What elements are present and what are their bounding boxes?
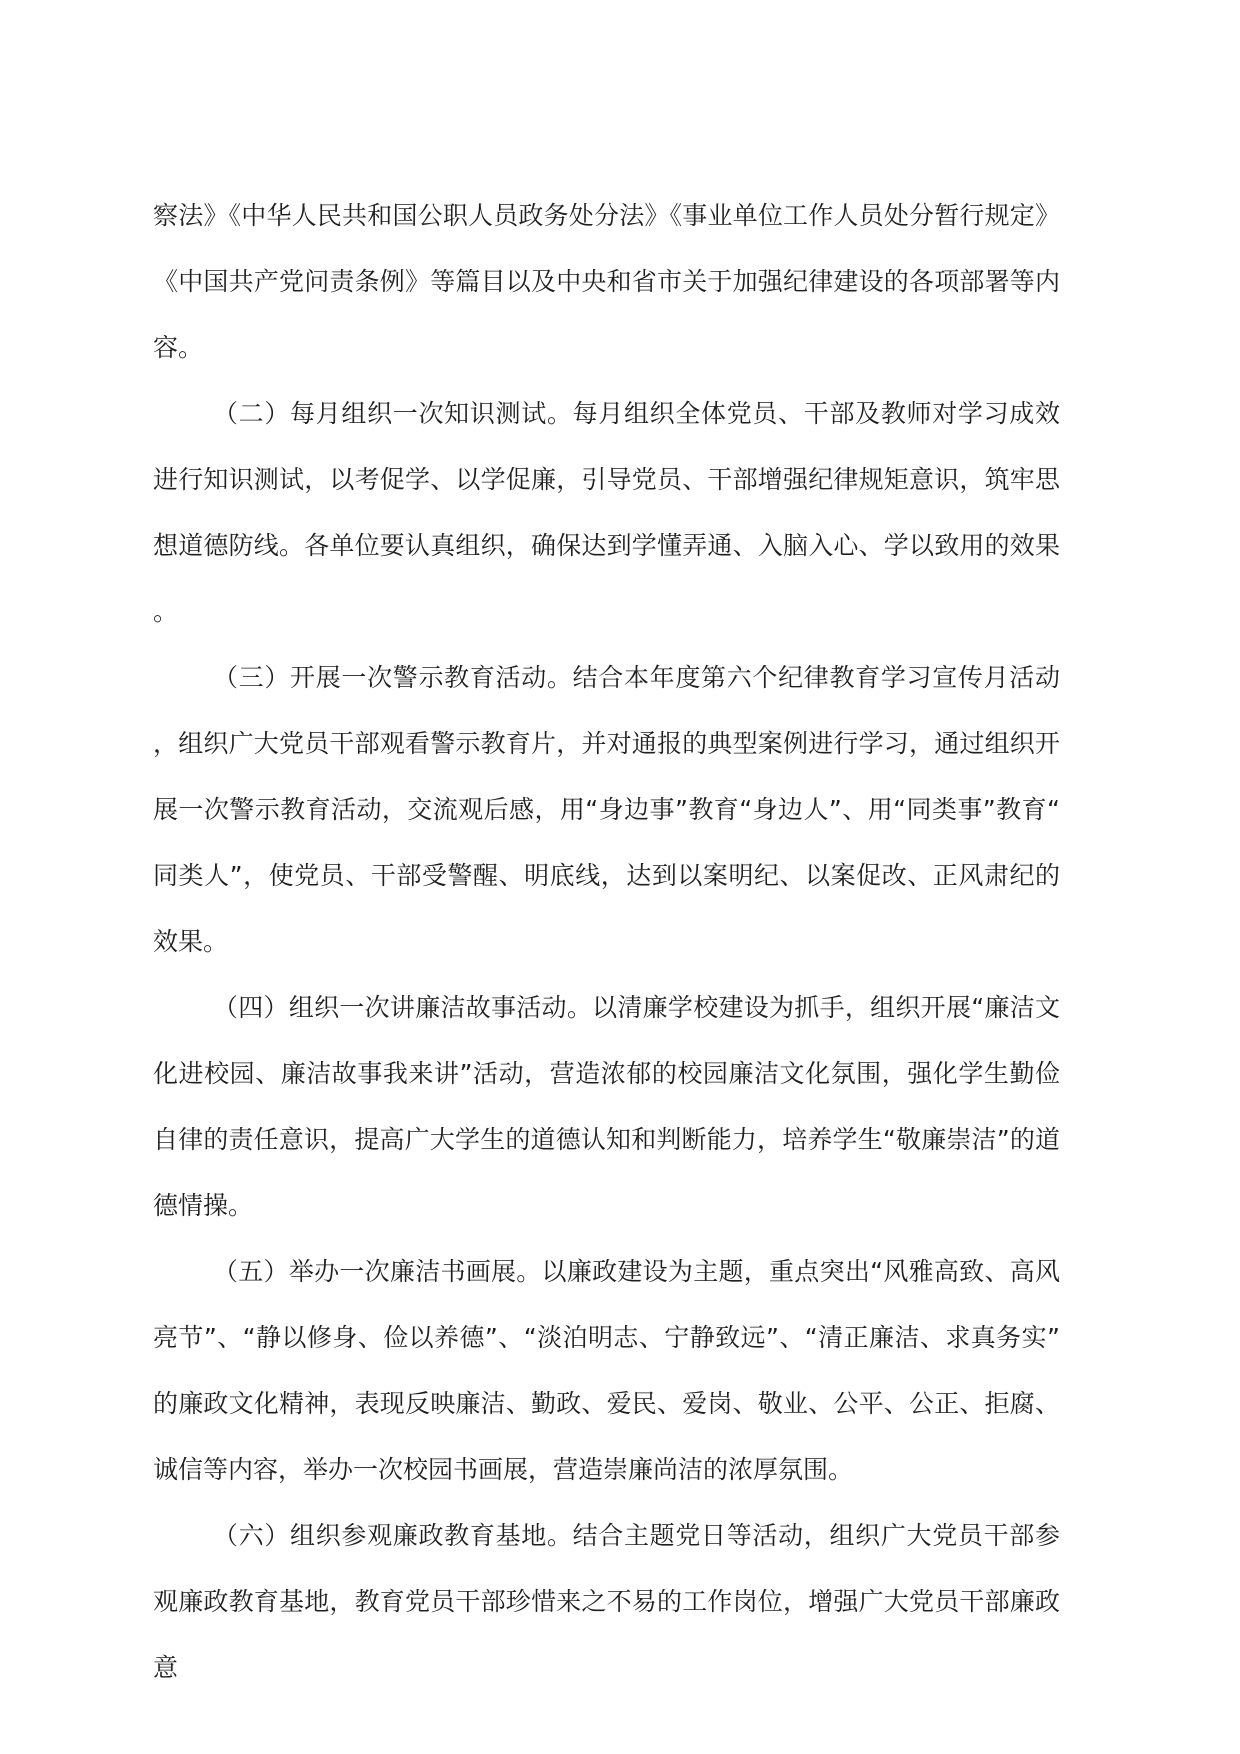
paragraph-education-base-visit: （六）组织参观廉政教育基地。结合主题党日等活动，组织广大党员干部参观廉政教育基地，教育党员干部珍惜来之不易的工作岗位，增强广大党员干部廉政意 (153, 1521, 1060, 1682)
paragraph-continuation: 察法》《中华人民共和国公职人员政务处分法》《事业单位工作人员处分暂行规定》《中国共产党问责条例》等篇目以及中央和省市关于加强纪律建设的各项部署等内容。 (153, 201, 1060, 362)
document-body (153, 183, 1060, 1701)
paragraph-integrity-stories: （四）组织一次讲廉洁故事活动。以清廉学校建设为抓手，组织开展“廉洁文化进校园、廉洁故事我来讲”活动，营造浓郁的校园廉洁文化氛围，强化学生勤俭自律的责任意识，提高广大学生的道德认知和判断能力，培养学生“敬廉崇洁”的道德情操。 (153, 993, 1060, 1220)
paragraph-warning-education: （三）开展一次警示教育活动。结合本年度第六个纪律教育学习宣传月活动，组织广大党员干部观看警示教育片，并对通报的典型案例进行学习，通过组织开展一次警示教育活动，交流观后感，用“身边事”教育“身边人”、用“同类事”教育“同类人”，使党员、干部受警醒、明底线，达到以案明纪、以案促改、正风肃纪的效果。 (153, 663, 1060, 956)
paragraph-knowledge-test: （二）每月组织一次知识测试。每月组织全体党员、干部及教师对学习成效进行知识测试，以考促学、以学促廉，引导党员、干部增强纪律规矩意识，筑牢思想道德防线。各单位要认真组织，确保达到学懂弄通、入脑入心、学以致用的效果。 (153, 399, 1060, 626)
paragraph-calligraphy-exhibition: （五）举办一次廉洁书画展。以廉政建设为主题，重点突出“风雅高致、高风亮节”、“静以修身、俭以养德”、“淡泊明志、宁静致远”、“清正廉洁、求真务实”的廉政文化精神，表现反映廉洁、勤政、爱民、爱岗、敬业、公平、公正、拒腐、诚信等内容，举办一次校园书画展，营造崇廉尚洁的浓厚氛围。 (153, 1257, 1060, 1484)
